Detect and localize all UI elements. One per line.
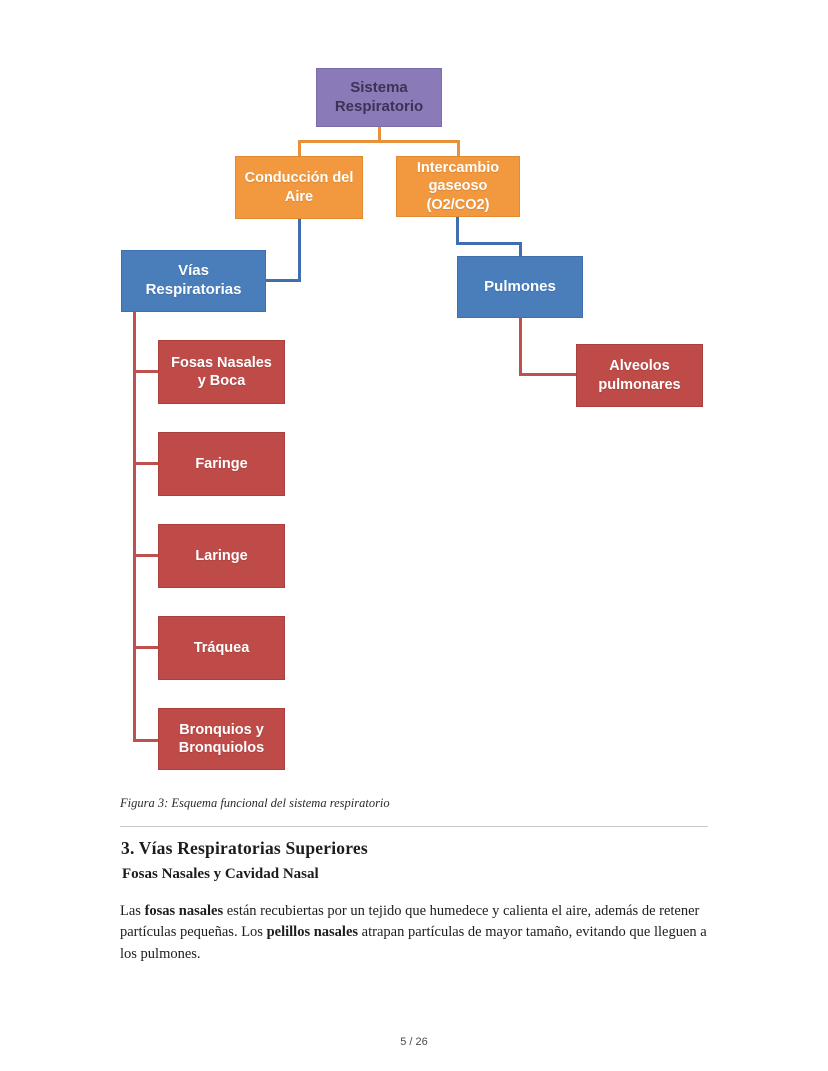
diagram-node-fosas-nasales: Fosas Nasales y Boca xyxy=(158,340,285,404)
diagram-node-bronquios: Bronquios y Bronquiolos xyxy=(158,708,285,770)
paragraph-text: están recubiertas por un tejido que humedece y calienta el aire, además de retener partículas pequeñas. Los xyxy=(120,902,700,940)
diagram-node-intercambio-gaseoso: Intercambio gaseoso (O2/CO2) xyxy=(396,156,520,217)
connector-pulmones-drop xyxy=(519,318,522,376)
connector-root-crossbar xyxy=(298,140,460,143)
diagram-node-faringe: Faringe xyxy=(158,432,285,496)
bold-term-fosas-nasales: fosas nasales xyxy=(144,902,224,919)
paragraph-text: atrapan partículas de mayor tamaño, evitando que lleguen a los pulmones. xyxy=(120,924,707,962)
connector-intercambio-drop xyxy=(456,217,459,245)
section-subheading: Fosas Nasales y Cavidad Nasal xyxy=(122,866,319,882)
connector-root-to-conduccion xyxy=(298,140,301,157)
paragraph-text: Las xyxy=(120,902,145,919)
connector-to-pulmones xyxy=(519,242,522,257)
connector-to-bronquios xyxy=(133,739,160,742)
connector-vias-trunk xyxy=(133,311,136,742)
diagram-node-sistema-respiratorio: Sistema Respiratorio xyxy=(316,68,442,127)
body-paragraph xyxy=(120,901,712,966)
connector-to-alveolos xyxy=(519,373,576,376)
connector-root-to-intercambio xyxy=(457,140,460,157)
diagram-node-alveolos-pulmonares: Alveolos pulmonares xyxy=(576,344,703,407)
page-number: 5 / 26 xyxy=(400,1036,428,1048)
diagram-node-pulmones: Pulmones xyxy=(457,256,583,318)
connector-to-laringe xyxy=(133,554,160,557)
connector-to-faringe xyxy=(133,462,160,465)
section-heading: 3. Vías Respiratorias Superiores xyxy=(121,838,368,858)
figure-caption: Figura 3: Esquema funcional del sistema respiratorio xyxy=(120,796,390,810)
diagram-node-conduccion-del-aire: Conducción del Aire xyxy=(235,156,363,219)
diagram-node-traquea: Tráquea xyxy=(158,616,285,680)
connector-to-fosas xyxy=(133,370,160,373)
section-divider xyxy=(120,826,708,827)
diagram-node-laringe: Laringe xyxy=(158,524,285,588)
bold-term-pelillos-nasales: pelillos nasales xyxy=(266,924,359,940)
connector-to-vias xyxy=(264,279,301,282)
connector-conduccion-drop xyxy=(298,219,301,282)
diagram-node-vias-respiratorias: Vías Respiratorias xyxy=(121,250,266,312)
connector-to-traquea xyxy=(133,646,160,649)
connector-intercambio-elbow xyxy=(456,242,522,245)
